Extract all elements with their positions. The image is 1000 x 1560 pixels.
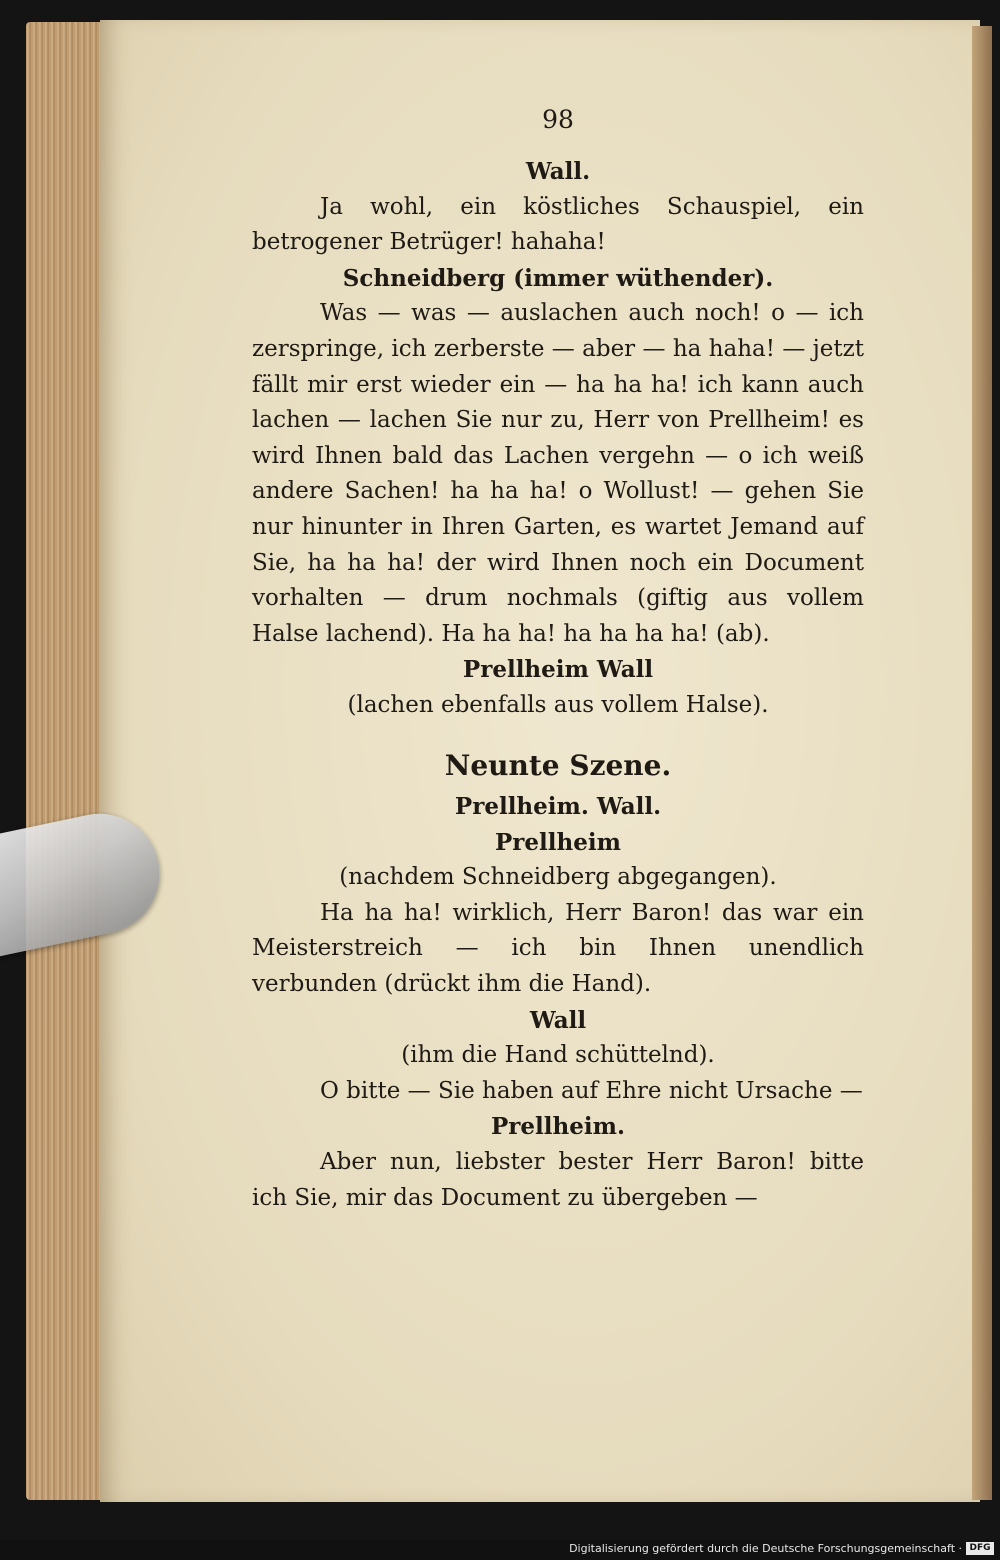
text-blocks: [252, 154, 864, 1216]
scene-cast: Prellheim. Wall.: [454, 793, 662, 821]
dfg-logo-icon: DFG: [966, 1542, 994, 1555]
dialogue-paragraph: Ja wohl, ein köstliches Schauspiel, ein betrogener Betrüger! hahaha!: [252, 193, 864, 256]
page-stack-edge: [26, 22, 110, 1500]
speaker-name: Prellheim: [495, 828, 621, 856]
stage-direction: (lachen ebenfalls aus vollem Halse).: [347, 691, 769, 718]
dialogue-paragraph: Was — was — auslachen auch noch! o — ich zerspringe, ich zerberste — aber — ha haha! — jetzt fällt mir erst wieder ein — ha ha ha! ich kann auch lachen — lachen Sie nur zu, Herr von Prellheim! es wird Ihnen bald das Lachen vergehn — o ich weiß andere Sachen! ha ha ha! o Wollust! — gehen Sie nur hinunter in Ihren Garten, es wartet Jemand auf Sie, ha ha ha! der wird Ihnen noch ein Document vorhalten — drum nochmals (giftig aus vollem Halse lachend). Ha ha ha! ha ha ha ha! (ab).: [252, 300, 864, 647]
dialogue-paragraph: Ha ha ha! wirklich, Herr Baron! das war ein Meisterstreich — ich bin Ihnen unendlich verbunden (drückt ihm die Hand).: [252, 899, 864, 998]
stage-direction: (ihm die Hand schüttelnd).: [401, 1042, 715, 1069]
footer-credit: Digitalisierung gefördert durch die Deutsche Forschungsgemeinschaft ·: [569, 1542, 962, 1555]
speaker-name: Wall: [529, 1006, 587, 1034]
speaker-name: Schneidberg (immer wüthender).: [342, 264, 774, 292]
page-text: [252, 100, 864, 1216]
stage-direction: (nachdem Schneidberg abgegangen).: [339, 864, 777, 891]
binding-edge: [972, 26, 992, 1500]
speaker-name: Wall.: [525, 158, 591, 185]
dialogue-paragraph: Aber nun, liebster bester Herr Baron! bitte ich Sie, mir das Document zu übergeben —: [252, 1149, 864, 1211]
page-number: 98: [542, 105, 574, 134]
dialogue-paragraph: O bitte — Sie haben auf Ehre nicht Ursache —: [320, 1077, 863, 1104]
speaker-name: Prellheim Wall: [462, 656, 654, 684]
speaker-name: Prellheim.: [491, 1113, 625, 1141]
scene-heading: Neunte Szene.: [444, 748, 672, 782]
